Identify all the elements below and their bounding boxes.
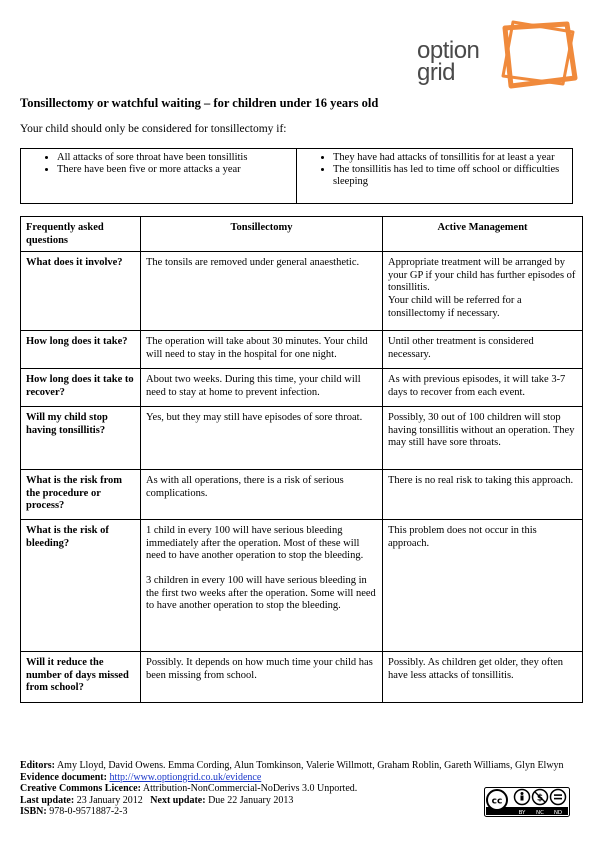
licence-label: Creative Commons Licence:: [20, 783, 141, 794]
active-management-cell: [383, 652, 583, 703]
svg-text:cc: cc: [491, 796, 503, 807]
table-row: [21, 252, 583, 331]
cc-nd-label: ND: [553, 810, 563, 816]
evidence-link[interactable]: http://www.optiongrid.co.uk/evidence: [109, 771, 262, 783]
evidence-line: [20, 772, 580, 784]
next-update-value: Due 22 January 2013: [208, 794, 294, 806]
header-questions: Frequently asked questions: [21, 217, 141, 252]
cell-paragraph: The tonsils are removed under general anaesthetic.: [146, 257, 360, 269]
cell-paragraph: Possibly, 30 out of 100 children will stop having tonsillitis without an operation. They may still have sore throats.: [388, 412, 575, 449]
table-header-row: [21, 217, 583, 252]
tonsillectomy-cell: [141, 652, 383, 703]
table-row: [21, 407, 583, 470]
tonsillectomy-cell: [141, 520, 383, 652]
active-management-cell: [383, 331, 583, 369]
active-management-cell: [383, 252, 583, 331]
table-row: [21, 331, 583, 369]
table-row: [21, 652, 583, 703]
question-cell: What is the risk from the procedure or process?: [21, 470, 141, 520]
criteria-box: [20, 148, 573, 204]
evidence-label: Evidence document:: [20, 771, 107, 783]
editors-names: Amy Lloyd, David Owens. Emma Cording, Alun Tomkinson, Valerie Willmott, Graham Roblin, Gareth Williams, Glyn Elwyn: [56, 760, 564, 771]
cell-paragraph: This problem does not occur in this approach.: [388, 525, 537, 549]
logo-mark-icon: [497, 18, 581, 90]
faq-table: [20, 216, 583, 703]
cell-paragraph: The operation will take about 30 minutes. Your child will need to stay in the hospital for one night.: [146, 336, 368, 360]
option-grid-logo: [417, 18, 581, 90]
table-row: [21, 369, 583, 407]
header-active-management: Active Management: [383, 217, 583, 252]
question-cell: What is the risk of bleeding?: [21, 520, 141, 652]
question-cell: How long does it take to recover?: [21, 369, 141, 407]
intro-text: Your child should only be considered for tonsillectomy if:: [20, 123, 287, 135]
cell-paragraph: As with all operations, there is a risk of serious complications.: [146, 475, 344, 499]
last-update-label: Last update:: [20, 794, 75, 806]
criteria-left-list: [25, 152, 292, 176]
editors-line: [20, 760, 580, 772]
licence-text: Attribution-NonCommercial-NoDerivs 3.0 Unported.: [142, 783, 358, 794]
cell-paragraph: There is no real risk to taking this approach.: [388, 475, 574, 487]
question-cell: How long does it take?: [21, 331, 141, 369]
cell-paragraph: Possibly. As children get older, they often have less attacks of tonsillitis.: [388, 657, 564, 681]
cell-paragraph: 3 children in every 100 will have serious bleeding in the first two weeks after the operation. Some will need to have another operation to stop the bleeding.: [146, 574, 376, 612]
table-row: [21, 470, 583, 520]
criteria-item: • All attacks of sore throat have been tonsillitis: [57, 152, 292, 164]
logo-line-option: option: [417, 37, 480, 64]
cell-paragraph: About two weeks. During this time, your child will need to stay at home to prevent infection.: [146, 374, 361, 398]
next-update-label: Next update:: [150, 794, 206, 806]
logo-text: [417, 37, 480, 86]
criteria-item: • There have been five or more attacks a year: [57, 164, 292, 176]
question-cell: Will it reduce the number of days missed from school?: [21, 652, 141, 703]
cell-paragraph: Until other treatment is considered necessary.: [388, 336, 534, 360]
tonsillectomy-cell: [141, 369, 383, 407]
cc-nc-label: NC: [536, 810, 544, 816]
question-cell: What does it involve?: [21, 252, 141, 331]
tonsillectomy-cell: [141, 331, 383, 369]
cell-paragraph: As with previous episodes, it will take 3-7 days to recover from each event.: [388, 374, 566, 398]
cell-paragraph: Appropriate treatment will be arranged by your GP if your child has further episodes of tonsillitis.: [388, 257, 576, 294]
header-tonsillectomy: Tonsillectomy: [141, 217, 383, 252]
last-update-value: 23 January 2012: [76, 794, 143, 806]
cell-paragraph: Possibly. It depends on how much time your child has been missing from school.: [146, 657, 373, 681]
svg-text:$: $: [536, 793, 544, 804]
criteria-item: • They have had attacks of tonsillitis for at least a year: [333, 152, 568, 164]
table-row: [21, 520, 583, 652]
isbn-label: ISBN:: [20, 806, 47, 817]
active-management-cell: [383, 407, 583, 470]
question-cell: Will my child stop having tonsillitis?: [21, 407, 141, 470]
cc-by-label: BY: [518, 810, 526, 816]
document-title: Tonsillectomy or watchful waiting – for children under 16 years old: [20, 96, 379, 110]
cell-paragraph: 1 child in every 100 will have serious bleeding immediately after the operation. Most of these will need to have another operation to stop the bleeding.: [146, 525, 364, 562]
criteria-left-column: [21, 149, 297, 203]
editors-label: Editors:: [20, 760, 55, 771]
cell-paragraph: Yes, but they may still have episodes of sore throat.: [146, 412, 363, 424]
cell-paragraph: Your child will be referred for a tonsillectomy if necessary.: [388, 294, 522, 319]
active-management-cell: [383, 369, 583, 407]
criteria-right-list: [301, 152, 568, 188]
criteria-right-column: [297, 149, 572, 203]
criteria-item: • The tonsillitis has led to time off school or difficulties sleeping: [333, 164, 568, 188]
active-management-cell: [383, 470, 583, 520]
tonsillectomy-cell: [141, 407, 383, 470]
tonsillectomy-cell: [141, 252, 383, 331]
isbn-value: 978-0-9571887-2-3: [49, 806, 128, 817]
logo-line-grid: grid: [417, 59, 456, 86]
tonsillectomy-cell: [141, 470, 383, 520]
active-management-cell: [383, 520, 583, 652]
creative-commons-badge-icon: [484, 787, 570, 817]
